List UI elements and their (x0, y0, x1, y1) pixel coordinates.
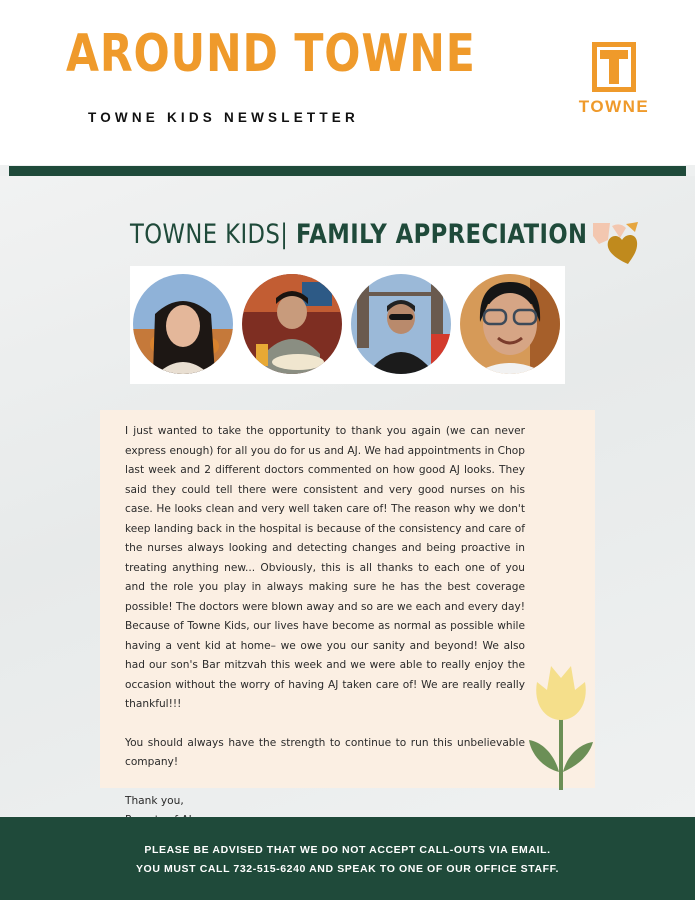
section-title-prefix: TOWNE KIDS| (130, 219, 289, 250)
family-photo-1 (133, 274, 233, 374)
letter-closing: Thank you, (125, 794, 184, 807)
footer-banner (0, 817, 695, 900)
man-dining-portrait-icon (242, 274, 342, 374)
footer-notice-line-2: YOU MUST CALL 732-515-6240 AND SPEAK TO ONE OF OUR OFFICE STAFF. (135, 863, 560, 875)
letter-body (125, 422, 525, 831)
section-title-main: FAMILY APPRECIATION (295, 219, 588, 250)
footer-notice-line-1: PLEASE BE ADVISED THAT WE DO NOT ACCEPT CALL-OUTS VIA EMAIL. (144, 844, 551, 856)
letter-paragraph-2: You should always have the strength to continue to run this unbelievable company! (125, 736, 525, 768)
family-photo-2 (242, 274, 342, 374)
heart-decoration-icon (590, 220, 650, 266)
newsletter-header (0, 0, 695, 165)
man-bridge-portrait-icon (351, 274, 451, 374)
logo-wordmark: TOWNE (578, 97, 650, 116)
towne-logo-icon (566, 40, 662, 96)
newsletter-title: AROUND TOWNE (66, 24, 476, 84)
family-photo-strip (130, 266, 565, 384)
woman-portrait-icon (133, 274, 233, 374)
towne-logo (566, 40, 662, 120)
section-title (130, 221, 587, 248)
family-photo-3 (351, 274, 451, 374)
header-divider (9, 166, 686, 176)
letter-paragraph-1: I just wanted to take the opportunity to thank you again (we can never express enough) for all you do for us and AJ. We had appointments in Chop last week and 2 different doctors commented on how good AJ looks. They said they could tell there were consistent and very good nurses on his case. He looks clean and very well taken care of! The reason why we don't keep landing back in the hospital is because of the consistency and care of the nurses always looking and detecting changes and being proactive in treating anything new... Obviously, this is all thanks to each one of you and the role you play in always making sure he has the best coverage possible! The doctors were blown away and so are we each and every day! Because of Towne Kids, our lives have become as normal as possible while having a vent kid at home– we owe you our sanity and beyond! We also had our son's Bar mitzvah this week and we were able to really enjoy the occasion without the worry of having AJ taken care of! We are really really thankful!!! (125, 425, 525, 710)
family-photo-4 (460, 274, 560, 374)
man-glasses-portrait-icon (460, 274, 560, 374)
appreciation-letter (100, 410, 595, 807)
newsletter-subtitle: TOWNE KIDS NEWSLETTER (88, 110, 359, 125)
tulip-icon (525, 660, 597, 790)
